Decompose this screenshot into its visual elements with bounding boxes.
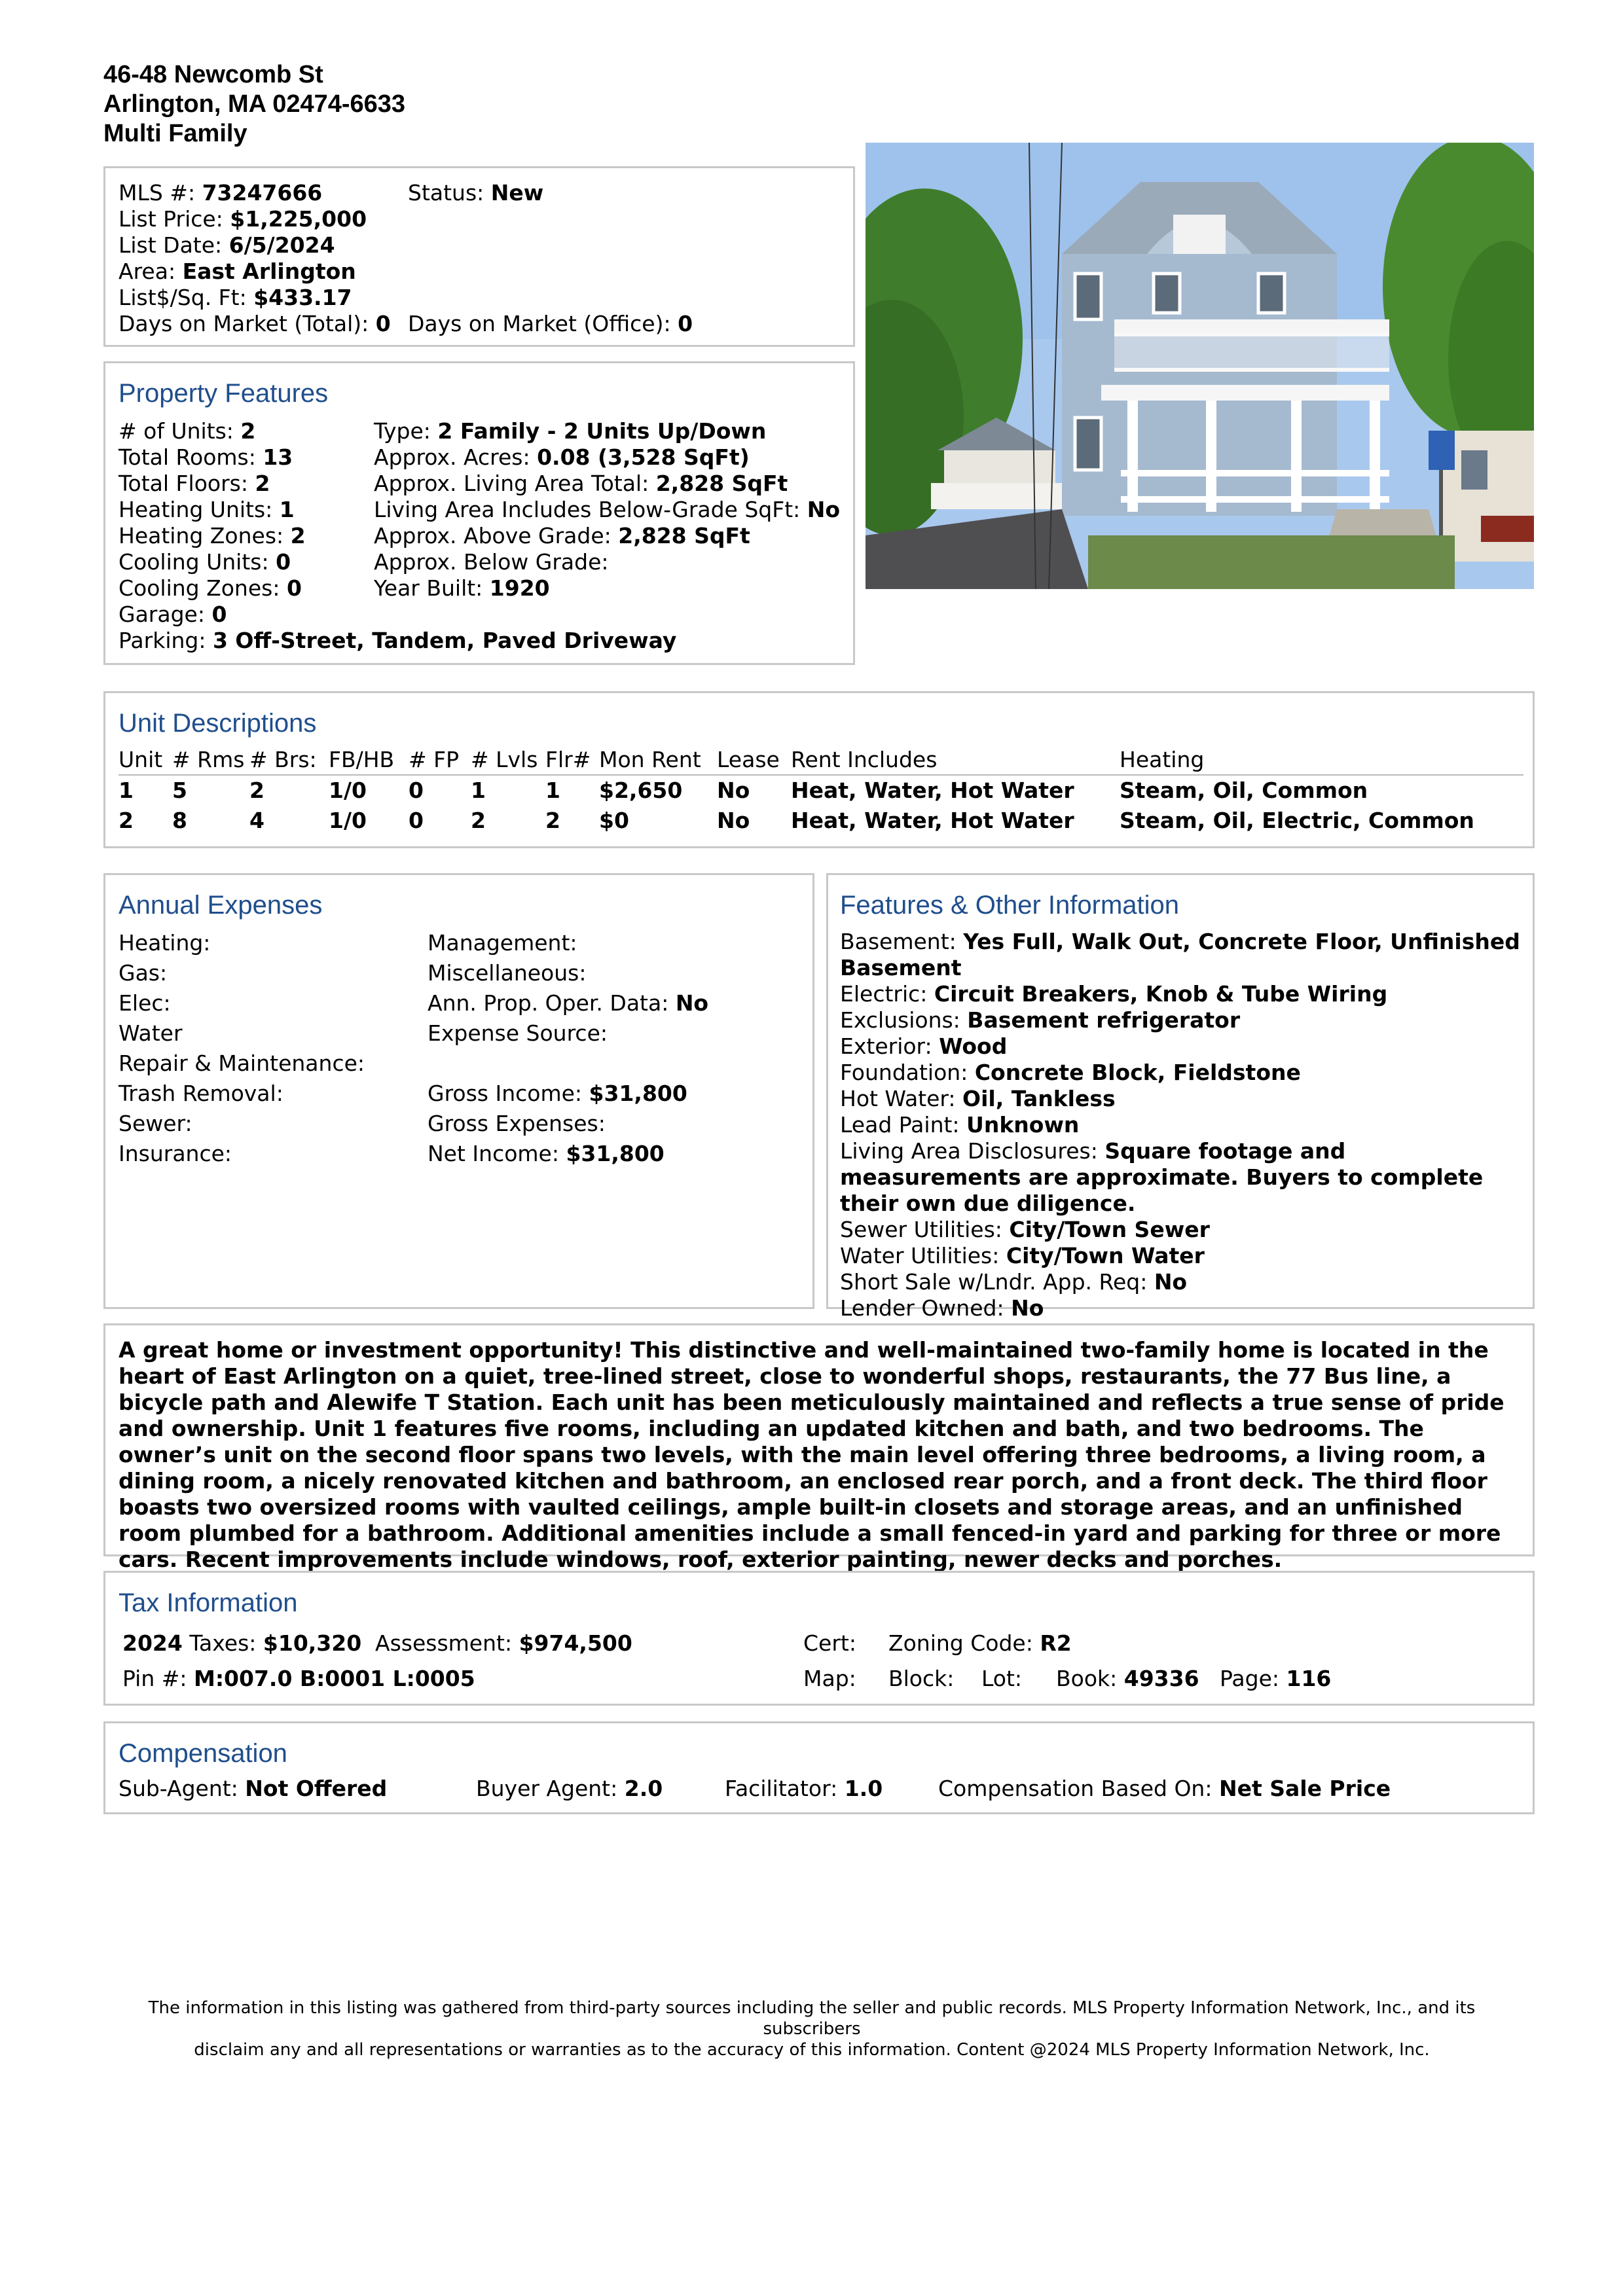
expense-item-label: Management: (428, 930, 577, 956)
expense-item-label: Heating: (119, 930, 211, 956)
property-feature-label: Heating Units: (119, 497, 280, 522)
unit-cell: 2 (545, 808, 560, 833)
expense-item-5 (119, 1081, 365, 1111)
expense-item-1 (428, 960, 708, 990)
unit-cell: 1 (471, 778, 486, 803)
expenses-left-column (119, 930, 365, 1171)
disclaimer-footer (105, 1998, 1519, 2060)
expense-item-2 (428, 990, 708, 1020)
unit-cell: 8 (172, 808, 187, 833)
unit-cell: 5 (172, 778, 187, 803)
expense-item-6 (119, 1111, 365, 1141)
units-column-header: Unit (119, 745, 172, 775)
property-feature-value: 2 (290, 523, 306, 548)
property-feature-label: Cooling Zones: (119, 575, 287, 601)
feature-label: Lender Owned: (840, 1295, 1012, 1321)
tax-lot: Lot: (981, 1666, 1023, 1691)
unit-cell: 0 (409, 778, 424, 803)
units-header-row (119, 745, 1523, 775)
features-box (826, 873, 1535, 1321)
units-table (119, 745, 1523, 836)
expense-item-6 (428, 1111, 708, 1141)
feature-label: Short Sale w/Lndr. App. Req: (840, 1269, 1154, 1295)
property-feature-label: Approx. Above Grade: (374, 523, 619, 548)
property-feature-5 (374, 549, 840, 575)
property-feature-value: 3 Off-Street, Tandem, Paved Driveway (212, 628, 677, 653)
feature-value: City/Town Sewer (1009, 1217, 1210, 1242)
expense-item-7 (428, 1141, 708, 1171)
listing-status: Status: New (408, 180, 544, 206)
feature-value: Circuit Breakers, Knob & Tube Wiring (934, 981, 1388, 1007)
property-feature-value: 0 (286, 575, 302, 601)
unit-cell: 2 (119, 808, 134, 833)
feature-label: Lead Paint: (840, 1112, 967, 1138)
property-feature-value: No (807, 497, 841, 522)
tax-cert: Cert: (803, 1630, 856, 1656)
unit-cell: 1/0 (329, 808, 367, 833)
feature-label: Exclusions: (840, 1007, 968, 1033)
property-feature-2 (374, 471, 840, 497)
property-feature-value: 0 (276, 549, 291, 575)
units-column-header: # Lvls (471, 745, 545, 775)
tax-map: Map: (803, 1666, 856, 1691)
days-on-market-office: Days on Market (Office): 0 (408, 311, 693, 336)
feature-value: City/Town Water (1006, 1243, 1205, 1268)
units-column-header: Lease (717, 745, 791, 775)
expense-item-2 (119, 990, 365, 1020)
buyer-agent: Buyer Agent: 2.0 (476, 1776, 663, 1801)
feature-value: Square footage and measurements are approximate. Buyers to complete their own due diligence. (840, 1138, 1484, 1216)
unit-cell: 2 (471, 808, 486, 833)
unit-cell: 2 (249, 778, 264, 803)
property-feature-value: 0 (211, 601, 227, 627)
feature-value: No (1011, 1295, 1044, 1321)
list-price: List Price: $1,225,000 (119, 206, 367, 232)
expense-item-label: Gas: (119, 960, 168, 986)
unit-cell: Steam, Oil, Common (1120, 778, 1368, 803)
disclaimer-line-2: disclaim any and all representations or warranties as to the accuracy of this information. Content @2024 MLS Property Information Network, Inc. (194, 2040, 1430, 2060)
property-feature-label: Living Area Includes Below-Grade SqFt: (374, 497, 807, 522)
unit-cell: No (717, 808, 750, 833)
feature-label: Basement: (840, 929, 964, 954)
property-feature-label: Heating Zones: (119, 523, 291, 548)
expense-item-label: Gross Income: (428, 1081, 589, 1106)
property-feature-value: 2 Family - 2 Units Up/Down (437, 418, 767, 444)
feature-label: Water Utilities: (840, 1243, 1006, 1268)
expense-item-label: Repair & Maintenance: (119, 1050, 365, 1076)
unit-cell: 0 (409, 808, 424, 833)
property-feature-label: Year Built: (374, 575, 490, 601)
tax-zoning-code: Zoning Code: R2 (888, 1630, 1072, 1656)
property-feature-6 (374, 575, 840, 601)
expense-item-value: $31,800 (566, 1141, 665, 1166)
property-feature-label: # of Units: (119, 418, 241, 444)
units-column-header: FB/HB (329, 745, 409, 775)
expense-item-0 (428, 930, 708, 960)
expense-item-label: Sewer: (119, 1111, 192, 1136)
property-feature-label: Total Floors: (119, 471, 255, 496)
expense-item-3 (119, 1020, 365, 1050)
expense-item-value: $31,800 (589, 1081, 687, 1106)
units-column-header: # Brs: (249, 745, 329, 775)
property-feature-label: Type: (374, 418, 438, 444)
unit-descriptions-title: Unit Descriptions (119, 709, 317, 738)
property-features-title: Property Features (119, 379, 329, 408)
days-on-market-total: Days on Market (Total): 0 (119, 311, 391, 336)
expense-item-label: Miscellaneous: (428, 960, 587, 986)
property-features-right-column (374, 418, 840, 601)
property-feature-7 (119, 601, 676, 628)
property-photo (866, 143, 1534, 589)
property-type: Multi Family (103, 120, 247, 147)
property-feature-value: 13 (263, 444, 293, 470)
feature-item (840, 1295, 1521, 1321)
city-line: Arlington, MA 02474-6633 (103, 90, 406, 118)
property-feature-label: Approx. Below Grade: (374, 549, 609, 575)
property-feature-label: Approx. Acres: (374, 444, 538, 470)
expense-item-1 (119, 960, 365, 990)
tax-pin: Pin #: M:007.0 B:0001 L:0005 (122, 1666, 475, 1691)
sub-agent: Sub-Agent: Not Offered (119, 1776, 388, 1801)
expense-item-4 (119, 1050, 365, 1081)
unit-cell: Steam, Oil, Electric, Common (1120, 808, 1474, 833)
feature-label: Sewer Utilities: (840, 1217, 1010, 1242)
feature-label: Hot Water: (840, 1086, 963, 1111)
feature-value: Unknown (966, 1112, 1080, 1138)
feature-item (840, 1007, 1521, 1033)
remarks-text: A great home or investment opportunity! This distinctive and well-maintained two-family home is located in the heart of East Arlington on a quiet, tree-lined street, close to wonderful shops, restaurants, the 77 Bus line, a bicycle path and Alewife T Station. Each unit has been meticulously maintained and reflects a true sense of pride and ownership. Unit 1 features five rooms, including an updated kitchen and bath, and two bedrooms. The owner’s unit on the second floor spans two levels, with the main level offering three bedrooms, a living room, a dining room, a nicely renovated kitchen and bathroom, an enclosed rear porch, and a front deck. The third floor boasts two oversized rooms with vaulted ceilings, ample built-in closets and storage areas, and an unfinished room plumbed for a bathroom. Additional amenities include a small fenced-in yard and parking for three or more cars. Recent improvements include windows, roof, exterior painting, newer decks and porches. (119, 1337, 1504, 1572)
property-feature-label: Garage: (119, 601, 212, 627)
feature-item (840, 1243, 1521, 1269)
unit-cell: No (717, 778, 750, 803)
remarks-box (103, 1323, 1535, 1572)
property-feature-1 (374, 444, 840, 471)
feature-value: Yes Full, Walk Out, Concrete Floor, Unfinished Basement (840, 929, 1520, 980)
feature-label: Foundation: (840, 1060, 975, 1085)
annual-expenses-box (103, 873, 814, 1309)
expense-item-label: Elec: (119, 990, 171, 1016)
property-feature-label: Cooling Units: (119, 549, 276, 575)
feature-item (840, 1086, 1521, 1112)
expense-item-7 (119, 1141, 365, 1171)
feature-item (840, 1112, 1521, 1138)
units-column-header: Flr# (545, 745, 599, 775)
property-feature-0 (374, 418, 840, 444)
property-feature-value: 2 (240, 418, 256, 444)
unit-cell: Heat, Water, Hot Water (791, 808, 1074, 833)
tax-page: Page: 116 (1220, 1666, 1332, 1691)
expense-item-0 (119, 930, 365, 960)
units-column-header: # Rms (172, 745, 249, 775)
facilitator: Facilitator: 1.0 (725, 1776, 883, 1801)
feature-value: Concrete Block, Fieldstone (974, 1060, 1301, 1085)
price-per-sqft: List$/Sq. Ft: $433.17 (119, 285, 352, 310)
expense-item-label: Insurance: (119, 1141, 232, 1166)
property-feature-3 (374, 497, 840, 523)
unit-descriptions-box (103, 691, 1535, 848)
unit-cell: 1 (545, 778, 560, 803)
tax-year-and-taxes: 2024 Taxes: $10,320 (122, 1630, 362, 1656)
unit-cell: 4 (249, 808, 264, 833)
compensation-based-on: Compensation Based On: Net Sale Price (938, 1776, 1391, 1801)
feature-label: Electric: (840, 981, 934, 1007)
feature-item (840, 1138, 1521, 1217)
tax-information-box (103, 1571, 1535, 1706)
feature-item (840, 1033, 1521, 1060)
expense-item-4 (428, 1050, 708, 1081)
unit-cell: $0 (599, 808, 629, 833)
features-list (840, 929, 1521, 1321)
annual-expenses-title: Annual Expenses (119, 891, 323, 920)
property-feature-8 (119, 628, 676, 654)
property-feature-value: 2,828 SqFt (618, 523, 750, 548)
unit-cell: $2,650 (599, 778, 683, 803)
property-feature-value: 1 (279, 497, 295, 522)
tax-book: Book: 49336 (1056, 1666, 1199, 1691)
property-feature-value: 2,828 SqFt (655, 471, 788, 496)
tax-assessment: Assessment: $974,500 (375, 1630, 632, 1656)
tax-information-title: Tax Information (119, 1588, 298, 1617)
feature-item (840, 981, 1521, 1007)
feature-item (840, 929, 1521, 981)
unit-row (119, 806, 1523, 836)
expense-item-label: Ann. Prop. Oper. Data: (428, 990, 676, 1016)
expense-item-label: Gross Expenses: (428, 1111, 606, 1136)
property-feature-value: 2 (255, 471, 270, 496)
unit-row (119, 775, 1523, 806)
street-address: 46-48 Newcomb St (103, 61, 323, 88)
list-date: List Date: 6/5/2024 (119, 232, 335, 258)
unit-cell: 1/0 (329, 778, 367, 803)
unit-cell: Heat, Water, Hot Water (791, 778, 1074, 803)
expense-item-5 (428, 1081, 708, 1111)
units-column-header: Heating (1120, 745, 1523, 775)
expenses-right-column (428, 930, 708, 1171)
feature-item (840, 1269, 1521, 1295)
listing-header (103, 60, 405, 149)
compensation-box (103, 1721, 1535, 1814)
feature-label: Exterior: (840, 1033, 939, 1059)
units-column-header: Rent Includes (791, 745, 1120, 775)
property-feature-label: Approx. Living Area Total: (374, 471, 656, 496)
feature-value: Wood (939, 1033, 1008, 1059)
expense-item-3 (428, 1020, 708, 1050)
compensation-title: Compensation (119, 1739, 287, 1768)
mls-number: MLS #: 73247666 (119, 180, 323, 206)
property-feature-value: 1920 (489, 575, 550, 601)
feature-value: Oil, Tankless (962, 1086, 1116, 1111)
expense-item-value: No (675, 990, 709, 1016)
feature-item (840, 1217, 1521, 1243)
area: Area: East Arlington (119, 259, 356, 284)
property-feature-label: Total Rooms: (119, 444, 263, 470)
listing-summary-box (103, 166, 855, 347)
feature-label: Living Area Disclosures: (840, 1138, 1105, 1164)
tax-block: Block: (888, 1666, 955, 1691)
expense-item-label: Net Income: (428, 1141, 566, 1166)
features-title: Features & Other Information (840, 891, 1180, 920)
expense-item-label: Expense Source: (428, 1020, 608, 1046)
units-column-header: # FP (409, 745, 471, 775)
feature-value: No (1154, 1269, 1188, 1295)
disclaimer-line-1: The information in this listing was gathered from third-party sources including the seller and public records. MLS Property Information Network, Inc., and its subscribers (148, 1998, 1476, 2039)
feature-value: Basement refrigerator (967, 1007, 1241, 1033)
property-features-box (103, 361, 855, 665)
feature-item (840, 1060, 1521, 1086)
unit-cell: 1 (119, 778, 134, 803)
property-feature-value: 0.08 (3,528 SqFt) (537, 444, 750, 470)
units-column-header: Mon Rent (599, 745, 717, 775)
expense-item-label: Trash Removal: (119, 1081, 283, 1106)
property-feature-label: Parking: (119, 628, 213, 653)
expense-item-label: Water (119, 1020, 183, 1046)
property-feature-4 (374, 523, 840, 549)
